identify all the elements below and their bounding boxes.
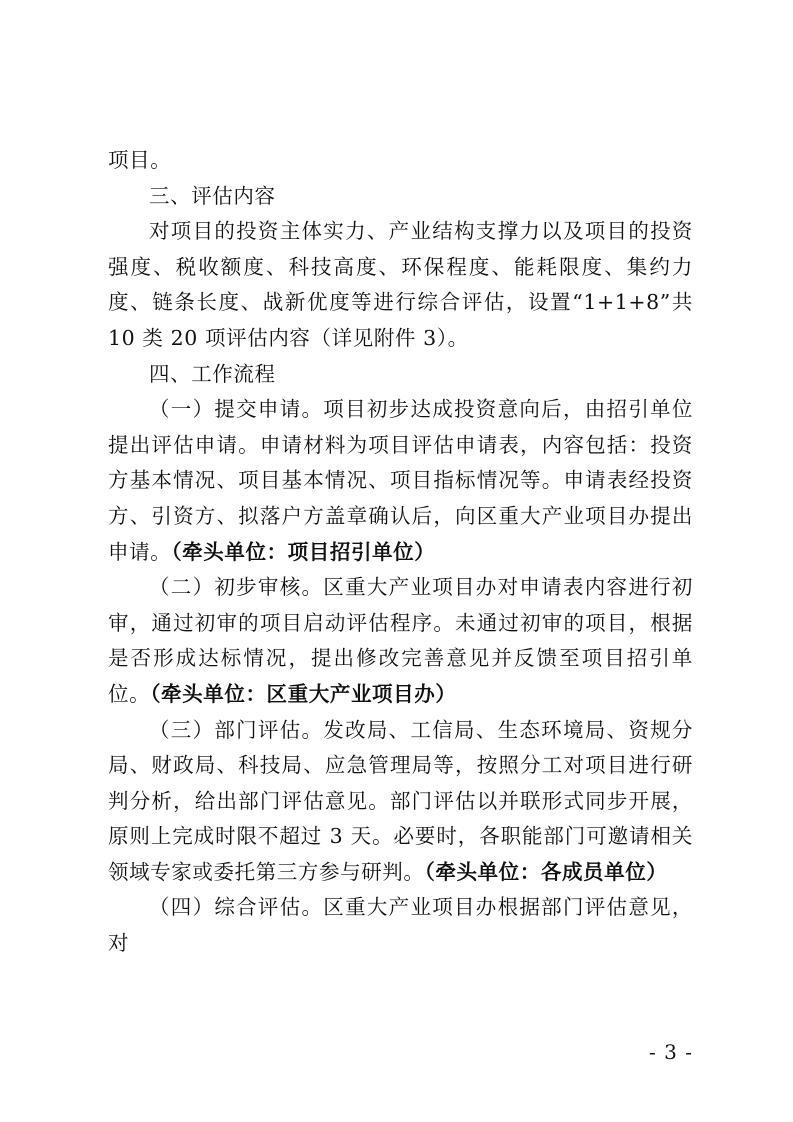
paragraph-evaluation-content: 对项目的投资主体实力、产业结构支撑力以及项目的投资强度、税收额度、科技高度、环保程度、能耗限度、集约力度、链条长度、战新优度等进行综合评估，设置“1+1+8”共 10 类 20 项评估内容（详见附件 3）。	[108, 219, 693, 350]
lead-unit-submit: （牵头单位：项目招引单位）	[171, 539, 436, 564]
department-evaluation-text: （三）部门评估。发改局、工信局、生态环境局、资规分局、财政局、科技局、应急管理局等，按照分工对项目进行研判分析，给出部门评估意见。部门评估以并联形式同步开展，原则上完成时限不超过 3 天。必要时，各职能部门可邀请相关领域专家或委托第三方参与研判。	[108, 717, 693, 884]
section-heading-workflow: 四、工作流程	[149, 361, 276, 386]
document-body	[108, 143, 693, 962]
lead-unit-department: （牵头单位：各成员单位）	[424, 859, 668, 884]
preliminary-review-text: （二）初步审核。区重大产业项目办对申请表内容进行初审，通过初审的项目启动评估程序。未通过初审的项目，根据是否形成达标情况，提出修改完善意见并反馈至项目招引单位。	[108, 575, 693, 706]
continuation-line: 项目。	[108, 148, 172, 172]
paragraph-submit-application	[108, 392, 693, 570]
paragraph-comprehensive-evaluation: （四）综合评估。区重大产业项目办根据部门评估意见，对	[108, 895, 693, 956]
paragraph-preliminary-review	[108, 570, 693, 712]
paragraph-department-evaluation	[108, 713, 693, 891]
lead-unit-review: （牵头单位：区重大产业项目办）	[150, 681, 457, 706]
page-number: - 3 -	[649, 1040, 693, 1064]
submit-application-text: （一）提交申请。项目初步达成投资意向后，由招引单位提出评估申请。申请材料为项目评估申请表，内容包括：投资方基本情况、项目基本情况、项目指标情况等。申请表经投资方、引资方、拟落户方盖章确认后，向区重大产业项目办提出申请。	[108, 397, 693, 564]
section-heading-evaluation-content: 三、评估内容	[149, 183, 276, 208]
